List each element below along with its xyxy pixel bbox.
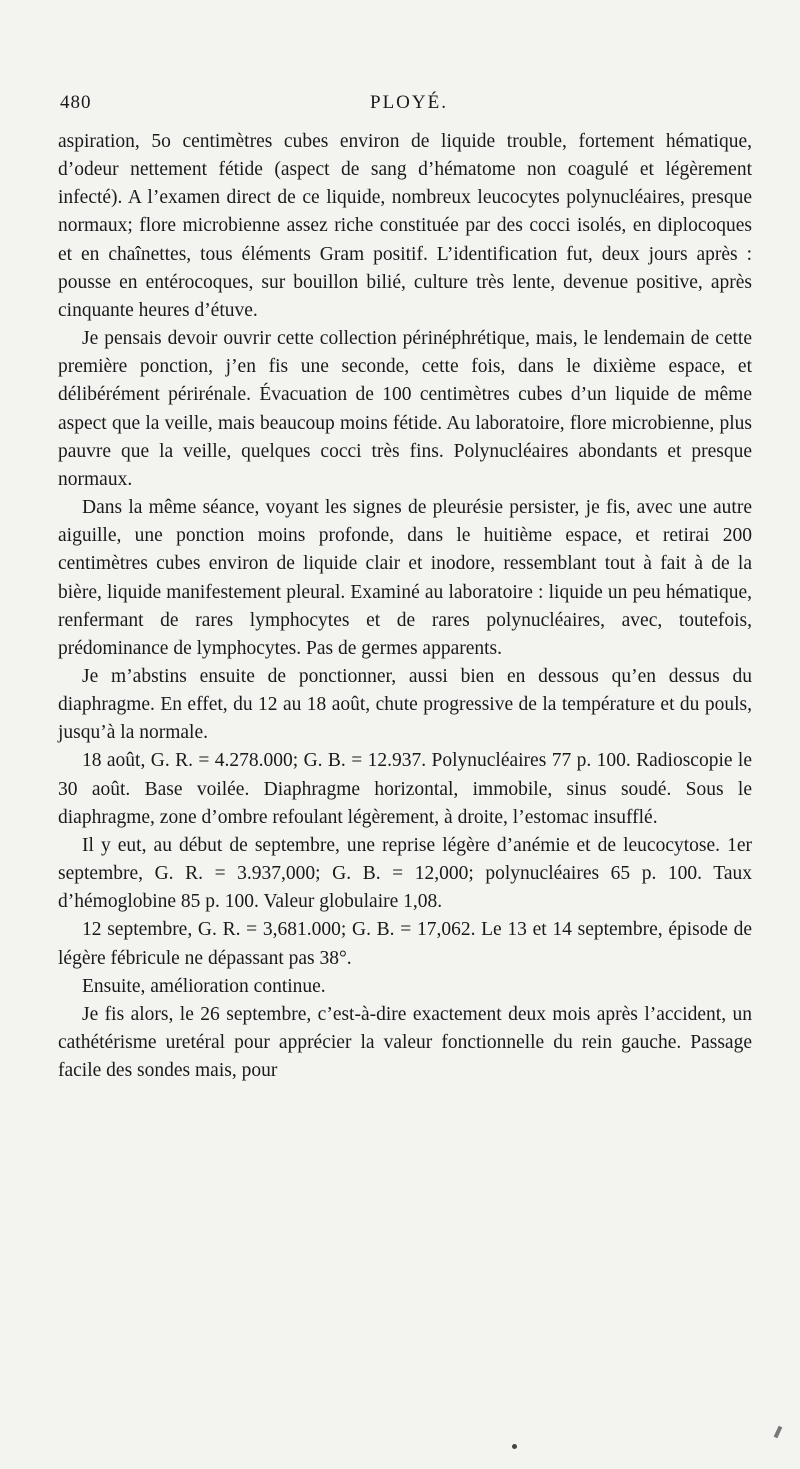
body-text xyxy=(58,128,752,1085)
print-mark xyxy=(512,1444,517,1449)
running-head: PLOYÉ. xyxy=(370,92,448,113)
paragraph-pleural-puncture: Dans la même séance, voyant les signes de pleurésie persister, je fis, avec une autre aiguille, une ponction moins profonde, dans le huitième espace, et retirai 200 centimètres cubes environ de liquide clair et inodore, ressemblant tout à fait à de la bière, liquide manifestement pleural. Examiné au laboratoire : liquide un peu hématique, renfermant de rares lymphocytes et de rares polynucléaires, avec, toutefois, prédominance de lymphocytes. Pas de germes apparents. xyxy=(58,497,752,659)
paragraph-abstention: Je m’abstins ensuite de ponctionner, aussi bien en dessous qu’en dessus du diaphragme. En effet, du 12 au 18 août, chute progressive de la température et du pouls, jusqu’à la normale. xyxy=(58,665,752,744)
paragraph-august-results: 18 août, G. R. = 4.278.000; G. B. = 12.937. Polynucléaires 77 p. 100. Radioscopie le 30 août. Base voilée. Diaphragme horizontal, immobile, sinus soudé. Sous le diaphragme, zone d’ombre refoulant légèrement, à droite, l’estomac insufflé. xyxy=(58,750,752,828)
page-number: 480 xyxy=(60,92,92,113)
paragraph-september-relapse: Il y eut, au début de septembre, une reprise légère d’anémie et de leucocytose. 1er septembre, G. R. = 3.937,000; G. B. = 12,000; polynucléaires 65 p. 100. Taux d’hémoglobine 85 p. 100. Valeur globulaire 1,08. xyxy=(58,834,752,913)
paragraph-september-12: 12 septembre, G. R. = 3,681.000; G. B. = 17,062. Le 13 et 14 septembre, épisode de légère fébricule ne dépassant pas 38°. xyxy=(58,919,752,969)
paragraph-catheterism: Je fis alors, le 26 septembre, c’est-à-dire exactement deux mois après l’accident, un cathétérisme uretéral pour apprécier la valeur fonctionnelle du rein gauche. Passage facile des sondes mais, pour xyxy=(58,1003,752,1082)
paragraph-perinephretic-collection: Je pensais devoir ouvrir cette collection périnéphrétique, mais, le lendemain de cette première ponction, j’en fis une seconde, cette fois, dans le dixième espace, et délibérément périrénale. Évacuation de 100 centimètres cubes d’un liquide de même aspect que la veille, mais beaucoup moins fétide. Au laboratoire, flore microbienne, plus pauvre que la veille, quelques cocci très fins. Polynucléaires abondants et presque normaux. xyxy=(58,328,752,490)
paragraph-improvement: Ensuite, amélioration continue. xyxy=(82,975,326,997)
paragraph-continuation: aspiration, 5o centimètres cubes environ de liquide trouble, fortement hématique, d’odeur nettement fétide (aspect de sang d’hématome non coagulé et légèrement infecté). A l’examen direct de ce liquide, nombreux leucocytes polynucléaires, presque normaux; flore microbienne assez riche constituée par des cocci isolés, en diplocoques et en chaînettes, tous éléments Gram positif. L’identification fut, deux jours après : pousse en entérocoques, sur bouillon bilié, culture très lente, devenue positive, après cinquante heures d’étuve. xyxy=(58,131,752,321)
page-header xyxy=(60,92,750,116)
edge-mark xyxy=(774,1426,783,1439)
